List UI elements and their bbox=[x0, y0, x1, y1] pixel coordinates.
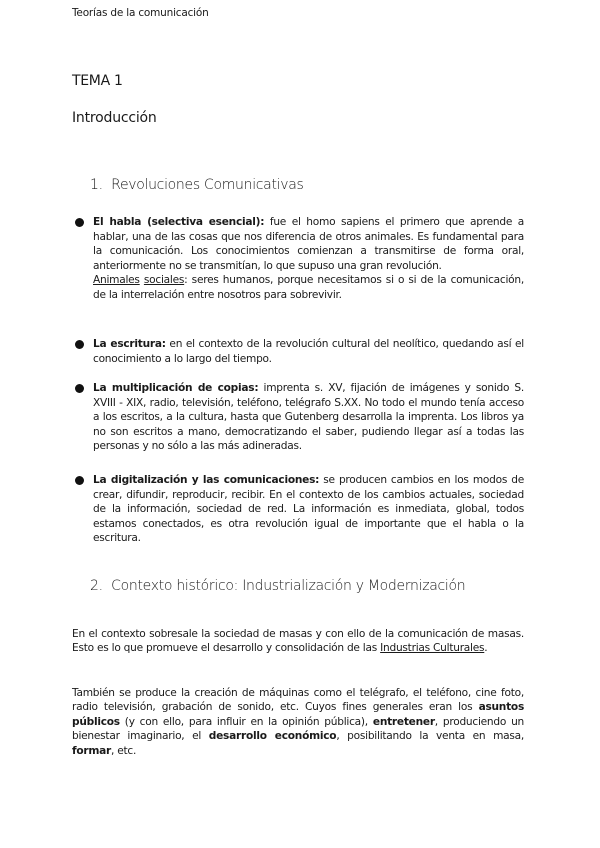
bullet-term: La digitalización y las comunicaciones: bbox=[93, 474, 320, 486]
bold-asuntos-publicos: asuntos públicos bbox=[72, 701, 524, 728]
page-header: Teorías de la comunicación bbox=[72, 7, 209, 19]
list-item bbox=[72, 473, 524, 546]
section-1-title: Revoluciones Comunicativas bbox=[111, 177, 304, 193]
bullet-digitalizacion bbox=[72, 473, 524, 546]
bullet-multiplicacion-copias bbox=[72, 381, 524, 454]
bullet-dot-icon bbox=[75, 384, 84, 393]
section-1-heading bbox=[90, 177, 304, 193]
bullet-la-escritura bbox=[72, 337, 524, 366]
list-item bbox=[72, 381, 524, 454]
tema-heading: TEMA 1 bbox=[72, 73, 123, 89]
bullet-text: imprenta s. XV, fijación de imágenes y sonido S. XVIII - XIX, radio, televisión, teléfono, telégrafo S.XX. No todo el mundo tenía acceso a los escritos, a la cultura, hasta que Gutenberg desarrolla la imprenta. Los libros ya no son escritos a mano, democratizando el saber, pudiendo llegar así a todas las personas y no sólo a las más adineradas. bbox=[93, 382, 524, 453]
bold-desarrollo-economico: desarrollo económico bbox=[208, 730, 337, 743]
bullet-term: La multiplicación de copias: bbox=[93, 382, 259, 394]
bold-formar: formar bbox=[72, 744, 112, 757]
section-2-number: 2. bbox=[90, 578, 103, 594]
introduction-heading: Introducción bbox=[72, 110, 157, 126]
list-item bbox=[72, 215, 524, 303]
paragraph-contexto bbox=[72, 627, 524, 656]
paragraph-text: , posibilitando la venta en masa, bbox=[336, 730, 525, 743]
bullet-term: El habla (selectiva esencial): bbox=[93, 216, 265, 228]
section-1-number: 1. bbox=[90, 177, 103, 193]
bold-entretener: entretener bbox=[372, 715, 435, 728]
bullet-term: La escritura: bbox=[93, 338, 166, 350]
paragraph-text: . bbox=[484, 642, 488, 655]
bullet-text: se producen cambios en los modos de crear, difundir, reproducir, recibir. En el contexto de los cambios actuales, sociedad de la información, sociedad de red. La información es inmediata, global, todos estamos conectados, es otra revolución igual de importante que el habla o la escritura. bbox=[93, 474, 524, 545]
paragraph-maquinas bbox=[72, 686, 524, 759]
paragraph-text: En el contexto sobresale la sociedad de masas y con ello de la comunicación de masas. Esto es lo que promueve el desarrollo y consolidación de las bbox=[72, 627, 524, 655]
bullet-text: fue el homo sapiens el primero que aprende a hablar, una de las cosas que nos diferencia de otros animales. Es fundamental para la comunicación. Los conocimientos comienzan a transmitirse de forma oral, anteriormente no se transmitían, lo que supuso una gran revolución. bbox=[93, 216, 524, 272]
bullet-extra-text: : seres humanos, porque necesitamos si o si de la comunicación, de la interrelación entre nosotros para sobrevivir. bbox=[93, 274, 524, 301]
underline-industrias-culturales: Industrias Culturales bbox=[380, 642, 485, 655]
paragraph-text: , produciendo un bienestar imaginario, el bbox=[72, 715, 524, 743]
bullet-text: en el contexto de la revolución cultural del neolítico, quedando así el conocimiento a lo largo del tiempo. bbox=[93, 338, 524, 365]
section-2-title: Contexto histórico: Industrialización y Modernización bbox=[111, 578, 466, 594]
underline-animales: Animales bbox=[93, 274, 140, 287]
paragraph-text: También se produce la creación de máquinas como el telégrafo, el teléfono, cine foto, radio televisión, grabación de sonido, etc. Cuyos fines generales eran los bbox=[72, 686, 524, 714]
section-2-heading bbox=[90, 578, 465, 594]
bullet-dot-icon bbox=[75, 476, 84, 485]
paragraph-text: (y con ello, para influir en la opinión pública), bbox=[119, 715, 373, 728]
list-item bbox=[72, 337, 524, 366]
bullet-dot-icon bbox=[75, 340, 84, 349]
bullet-dot-icon bbox=[75, 218, 84, 227]
paragraph-text: , etc. bbox=[111, 744, 137, 757]
bullet-el-habla bbox=[72, 215, 524, 303]
underline-sociales: sociales bbox=[143, 274, 185, 287]
